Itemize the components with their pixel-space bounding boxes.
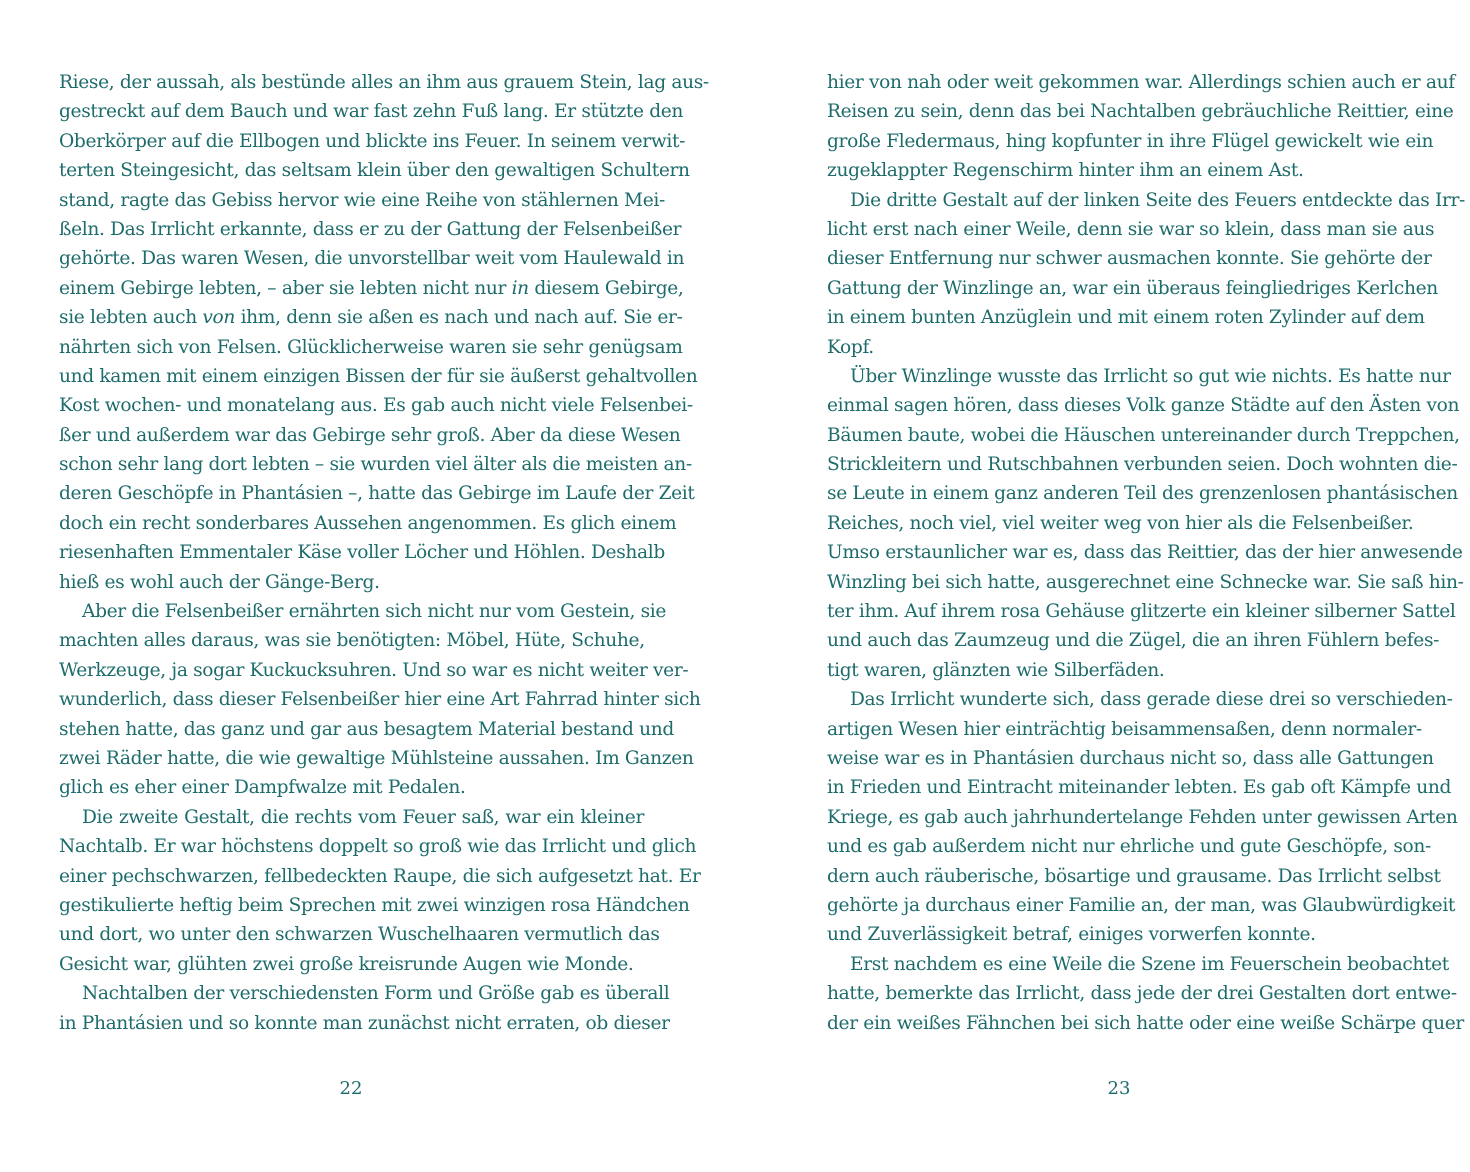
text-line: Gattung der Winzlinge an, war ein überaus feingliedriges Kerlchen bbox=[827, 277, 1438, 299]
text-line: deren Geschöpfe in Phantásien –, hatte das Gebirge im Laufe der Zeit bbox=[59, 483, 695, 505]
text-line: schon sehr lang dort lebten – sie wurden viel älter als die meisten an- bbox=[59, 454, 692, 476]
italic-word: von bbox=[202, 307, 236, 329]
text-line: und Zuverlässigkeit betraf, einiges vorwerfen konnte. bbox=[827, 924, 1316, 946]
text-line: Strickleitern und Rutschbahnen verbunden seien. Doch wohnten die- bbox=[827, 454, 1458, 476]
text-line: und auch das Zaumzeug und die Zügel, die an ihren Fühlern befes- bbox=[827, 630, 1440, 652]
text-line: Kriege, es gab auch jahrhundertelange Fehden unter gewissen Arten bbox=[827, 806, 1458, 828]
text-line: Nachtalben der verschiedensten Form und Größe gab es überall bbox=[82, 983, 670, 1005]
text-line: sie lebten auch von ihm, denn sie aßen es nach und nach auf. Sie er- bbox=[59, 307, 683, 329]
text-line: Die zweite Gestalt, die rechts vom Feuer saß, war ein kleiner bbox=[82, 806, 644, 828]
text-line: in Frieden und Eintracht miteinander lebten. Es gab oft Kämpfe und bbox=[827, 777, 1452, 799]
text-line: in Phantásien und so konnte man zunächst nicht erraten, ob dieser bbox=[59, 1012, 670, 1034]
text-line: zugeklappter Regenschirm hinter ihm an einem Ast. bbox=[827, 160, 1304, 182]
text-line: gestikulierte heftig beim Sprechen mit zwei winzigen rosa Händchen bbox=[59, 894, 690, 916]
text-line: Reiches, noch viel, viel weiter weg von hier als die Felsenbeißer. bbox=[827, 512, 1414, 534]
text-line: und kamen mit einem einzigen Bissen der für sie äußerst gehaltvollen bbox=[59, 365, 698, 387]
text-line: Erst nachdem es eine Weile die Szene im Feuerschein beobachtet bbox=[850, 953, 1449, 975]
text-line: Riese, der aussah, als bestünde alles an ihm aus grauem Stein, lag aus- bbox=[59, 72, 709, 93]
text-line: glich es eher einer Dampfwalze mit Pedalen. bbox=[59, 777, 466, 799]
text-line: Bäumen baute, wobei die Häuschen untereinander durch Treppchen, bbox=[827, 424, 1460, 446]
right-page-text-column bbox=[827, 68, 1465, 1038]
text-line: gehörte ja durchaus einer Familie an, der man, was Glaubwürdigkeit bbox=[827, 894, 1456, 916]
text-line: se Leute in einem ganz anderen Teil des grenzenlosen phantásischen bbox=[827, 483, 1458, 505]
text-line: stand, ragte das Gebiss hervor wie eine Reihe von stählernen Mei- bbox=[59, 189, 665, 211]
text-line: einem Gebirge lebten, – aber sie lebten nicht nur in diesem Gebirge, bbox=[59, 277, 684, 299]
text-line: einer pechschwarzen, fellbedeckten Raupe, die sich aufgesetzt hat. Er bbox=[59, 865, 701, 887]
text-line: Umso erstaunlicher war es, dass das Reittier, das der hier anwesende bbox=[827, 542, 1463, 564]
text-line: machten alles daraus, was sie benötigten: Möbel, Hüte, Schuhe, bbox=[59, 630, 645, 652]
text-line: ter ihm. Auf ihrem rosa Gehäuse glitzerte ein kleiner silberner Sattel bbox=[827, 601, 1456, 623]
text-line: ßeln. Das Irrlicht erkannte, dass er zu der Gattung der Felsenbeißer bbox=[59, 218, 682, 240]
right-page bbox=[735, 0, 1470, 1172]
text-line: Nachtalb. Er war höchstens doppelt so groß wie das Irrlicht und glich bbox=[59, 836, 697, 858]
text-line: einmal sagen hören, dass dieses Volk ganze Städte auf den Ästen von bbox=[827, 395, 1460, 417]
italic-word: in bbox=[511, 277, 529, 299]
text-line: Oberkörper auf die Ellbogen und blickte ins Feuer. In seinem verwit- bbox=[59, 130, 686, 152]
text-line: große Fledermaus, hing kopfunter in ihre Flügel gewickelt wie ein bbox=[827, 130, 1434, 152]
text-line: weise war es in Phantásien durchaus nicht so, dass alle Gattungen bbox=[827, 747, 1434, 769]
text-line: artigen Wesen hier einträchtig beisammensaßen, denn normaler- bbox=[827, 718, 1422, 740]
text-line: gestreckt auf dem Bauch und war fast zehn Fuß lang. Er stützte den bbox=[59, 101, 684, 123]
text-line: licht erst nach einer Weile, denn sie war so klein, dass man sie aus bbox=[827, 218, 1435, 240]
text-line: wunderlich, dass dieser Felsenbeißer hier eine Art Fahrrad hinter sich bbox=[59, 689, 701, 711]
text-line: Gesicht war, glühten zwei große kreisrunde Augen wie Monde. bbox=[59, 953, 634, 975]
text-line: dieser Entfernung nur schwer ausmachen konnte. Sie gehörte der bbox=[827, 248, 1432, 270]
text-line: dern auch räuberische, bösartige und grausame. Das Irrlicht selbst bbox=[827, 865, 1441, 887]
text-line: Über Winzlinge wusste das Irrlicht so gut wie nichts. Es hatte nur bbox=[850, 365, 1451, 387]
text-line: Aber die Felsenbeißer ernährten sich nicht nur vom Gestein, sie bbox=[82, 601, 667, 623]
text-line: in einem bunten Anzüglein und mit einem roten Zylinder auf dem bbox=[827, 307, 1425, 329]
text-line: der ein weißes Fähnchen bei sich hatte oder eine weiße Schärpe quer bbox=[827, 1012, 1464, 1034]
text-line: Werkzeuge, ja sogar Kuckucksuhren. Und so war es nicht weiter ver- bbox=[59, 659, 689, 681]
text-line: hieß es wohl auch der Gänge-Berg. bbox=[59, 571, 380, 593]
text-line: Reisen zu sein, denn das bei Nachtalben gebräuchliche Reittier, eine bbox=[827, 101, 1454, 123]
text-line: und dort, wo unter den schwarzen Wuschelhaaren vermutlich das bbox=[59, 924, 660, 946]
text-line: ßer und außerdem war das Gebirge sehr groß. Aber da diese Wesen bbox=[59, 424, 681, 446]
text-line: Die dritte Gestalt auf der linken Seite des Feuers entdeckte das Irr- bbox=[850, 189, 1465, 211]
text-line: und es gab außerdem nicht nur ehrliche und gute Geschöpfe, son- bbox=[827, 836, 1431, 858]
text-line: terten Steingesicht, das seltsam klein über den gewaltigen Schultern bbox=[59, 160, 690, 182]
text-line: riesenhaften Emmentaler Käse voller Löcher und Höhlen. Deshalb bbox=[59, 542, 665, 564]
text-line: Das Irrlicht wunderte sich, dass gerade diese drei so verschieden- bbox=[850, 689, 1453, 711]
left-page-number: 22 bbox=[339, 1078, 363, 1099]
text-line: zwei Räder hatte, die wie gewaltige Mühlsteine aussahen. Im Ganzen bbox=[59, 747, 694, 769]
left-page-text-column bbox=[59, 68, 709, 1038]
text-line: gehörte. Das waren Wesen, die unvorstellbar weit vom Haulewald in bbox=[59, 248, 685, 270]
text-line: tigt waren, glänzten wie Silberfäden. bbox=[827, 659, 1165, 681]
text-line: Kost wochen- und monatelang aus. Es gab auch nicht viele Felsenbei- bbox=[59, 395, 693, 417]
text-line: stehen hatte, das ganz und gar aus besagtem Material bestand und bbox=[59, 718, 674, 740]
text-line: Winzling bei sich hatte, ausgerechnet eine Schnecke war. Sie saß hin- bbox=[827, 571, 1464, 593]
text-line: Kopf. bbox=[827, 336, 874, 358]
text-line: doch ein recht sonderbares Aussehen angenommen. Es glich einem bbox=[59, 512, 677, 534]
text-line: nährten sich von Felsen. Glücklicherweise waren sie sehr genügsam bbox=[59, 336, 683, 358]
text-line: hier von nah oder weit gekommen war. Allerdings schien auch er auf bbox=[827, 72, 1455, 93]
text-line: hatte, bemerkte das Irrlicht, dass jede der drei Gestalten dort entwe- bbox=[827, 983, 1457, 1005]
right-page-number: 23 bbox=[1107, 1078, 1131, 1099]
